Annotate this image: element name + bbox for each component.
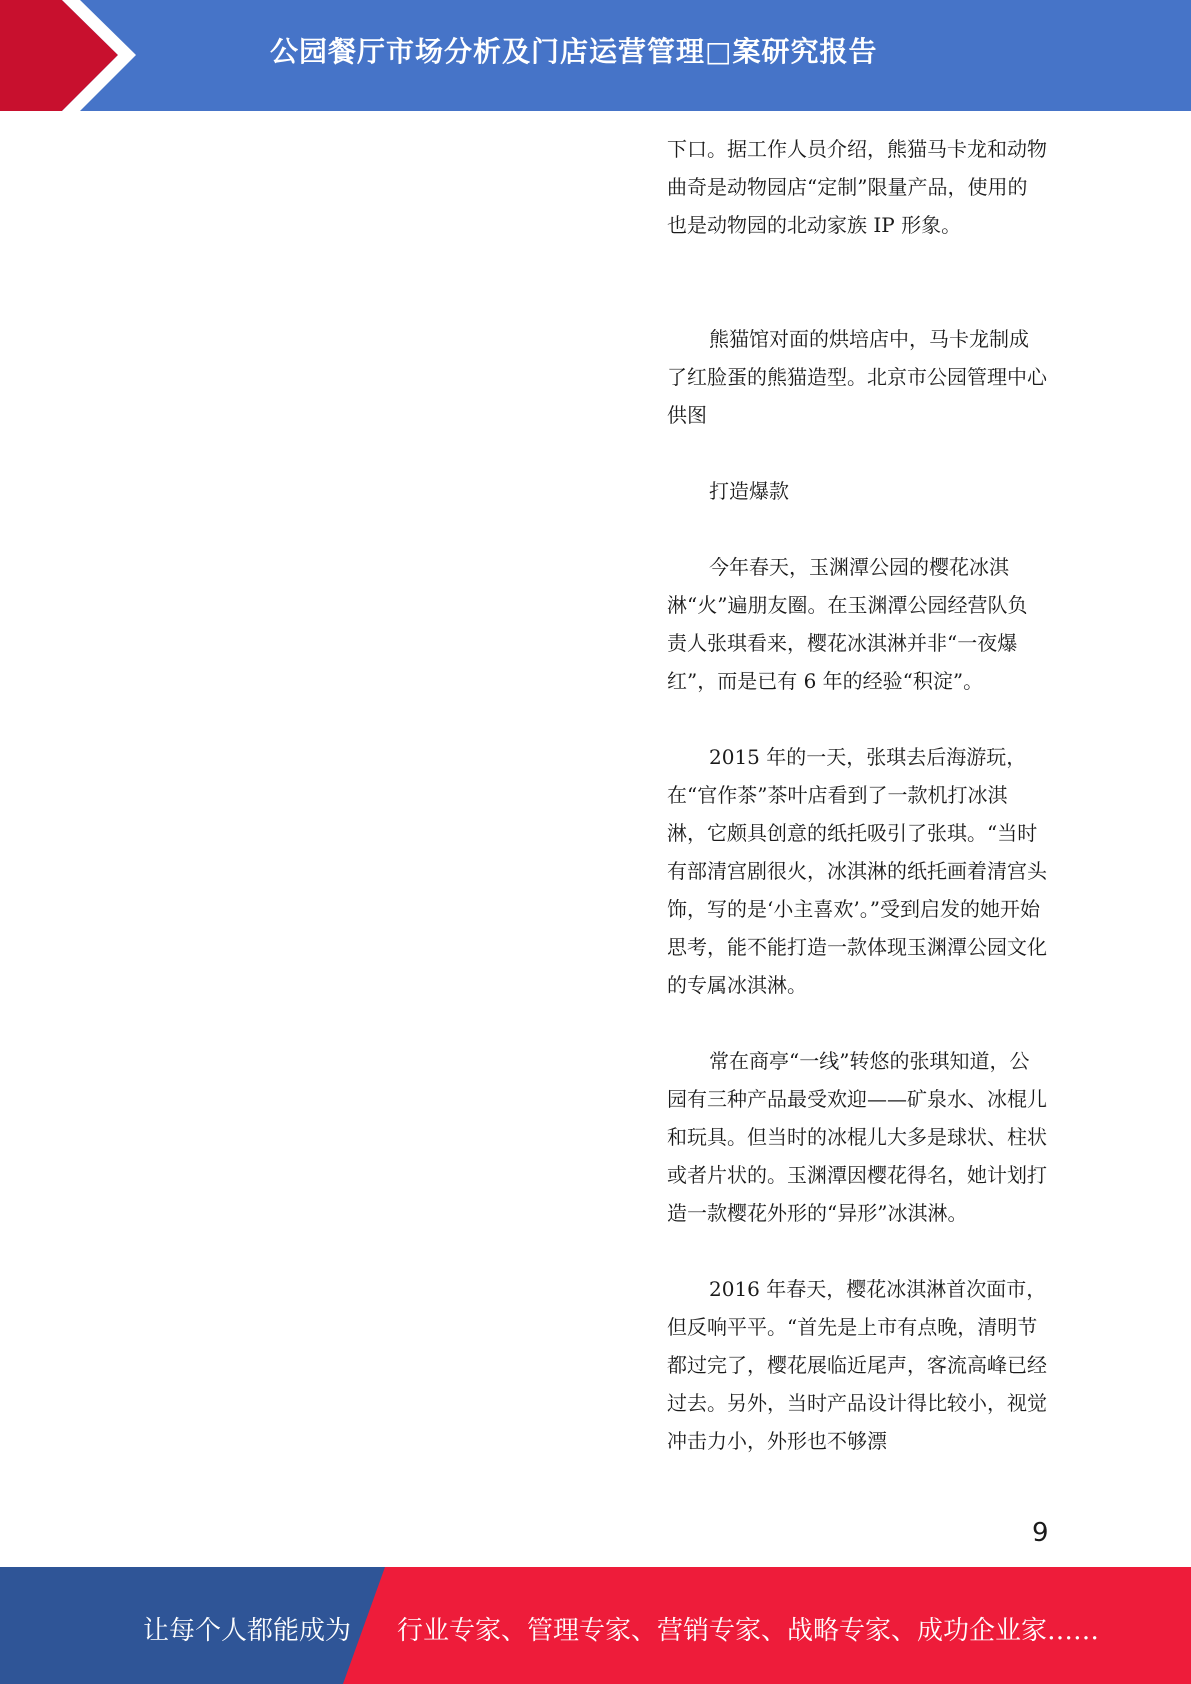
paragraph: 2016 年春天，樱花冰淇淋首次面市，但反响平平。“首先是上市有点晚，清明节都过完了，樱花展临近尾声，客流高峰已经过去。另外，当时产品设计得比较小，视觉冲击力小，外形也不够漂 — [667, 1277, 1047, 1453]
paragraph: 下口。据工作人员介绍，熊猫马卡龙和动物曲奇是动物园店“定制”限量产品，使用的也是动物园的北动家族 IP 形象。 — [667, 137, 1047, 237]
paragraph: 常在商亭“一线”转悠的张琪知道，公园有三种产品最受欢迎——矿泉水、冰棍儿和玩具。但当时的冰棍儿大多是球状、柱状或者片状的。玉渊潭因樱花得名，她计划打造一款樱花外形的“异形”冰淇淋。 — [667, 1049, 1047, 1225]
page-header — [0, 0, 1191, 111]
footer-slogan-right: 行业专家、管理专家、营销专家、战略专家、成功企业家…… — [397, 1616, 1100, 1646]
header-chevron-decoration — [0, 0, 160, 111]
report-title: 公园餐厅市场分析及门店运营管理□案研究报告 — [270, 35, 878, 68]
paragraph: 熊猫馆对面的烘培店中，马卡龙制成了红脸蛋的熊猫造型。北京市公园管理中心供图 — [667, 327, 1047, 427]
body-text — [667, 130, 1047, 1460]
section-heading: 打造爆款 — [709, 479, 789, 503]
footer-slogan-left: 让每个人都能成为 — [143, 1616, 352, 1646]
paragraph: 今年春天，玉渊潭公园的樱花冰淇淋“火”遍朋友圈。在玉渊潭公园经营队负责人张琪看来，樱花冰淇淋并非“一夜爆红”，而是已有 6 年的经验“积淀”。 — [667, 555, 1028, 693]
paragraph: 2015 年的一天，张琪去后海游玩，在“官作茶”茶叶店看到了一款机打冰淇淋，它颇具创意的纸托吸引了张琪。“当时有部清宫剧很火，冰淇淋的纸托画着清宫头饰，写的是‘小主喜欢’。”受到启发的她开始思考，能不能打造一款体现玉渊潭公园文化的专属冰淇淋。 — [667, 745, 1047, 997]
page-footer — [0, 1567, 1191, 1684]
page-number: 9 — [1032, 1518, 1049, 1548]
